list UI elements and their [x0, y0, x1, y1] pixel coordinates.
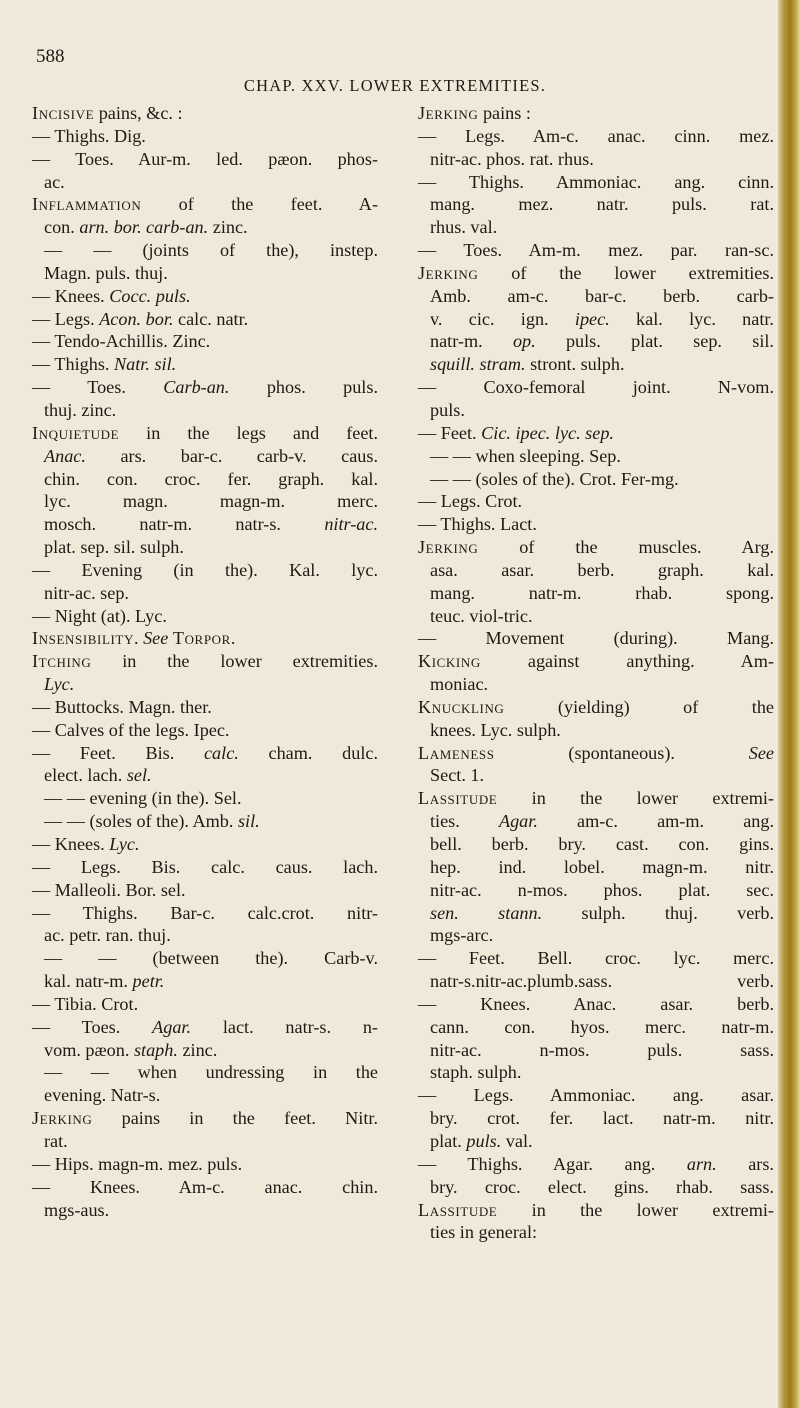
- entry-text: — Toes. Carb-an. phos. puls.: [32, 377, 378, 398]
- entry-text: mang. natr-m. rhab. spong.: [430, 582, 774, 603]
- entry-text: — Thighs. Agar. ang. arn. ars.: [418, 1153, 774, 1174]
- entry-text: (spontaneous). See: [494, 742, 774, 763]
- entry-text: of the muscles. Arg.: [478, 537, 774, 558]
- entry-text: — Coxo-femoral joint. N-vom.: [418, 377, 774, 398]
- entry-text: chin. con. croc. fer. graph. kal.: [44, 468, 378, 489]
- index-line: [418, 308, 774, 331]
- entry-text: bell. berb. bry. cast. con. gins.: [430, 834, 774, 854]
- index-line: [418, 902, 774, 925]
- entry-text: — — (between the). Carb-v.: [44, 948, 378, 969]
- entry-heading: Inquietude: [32, 422, 120, 443]
- entry-text: — Feet. Bis. calc. cham. dulc.: [32, 742, 379, 763]
- index-line: [32, 285, 378, 308]
- entry-heading: Jerking: [418, 262, 479, 283]
- entry-text: — — (soles of the). Crot. Fer-mg.: [430, 468, 679, 489]
- entry-text: — Legs. Acon. bor. calc. natr.: [32, 308, 249, 329]
- entry-text: of the lower extremities.: [478, 262, 774, 283]
- entry-text: in the legs and feet.: [119, 422, 378, 443]
- entry-heading: Insensibility: [32, 628, 134, 649]
- entry-text: plat. sep. sil. sulph.: [44, 537, 184, 558]
- index-line: [418, 764, 774, 787]
- index-line: [32, 1176, 378, 1199]
- entry-text: — Malleoli. Bor. sel.: [32, 879, 186, 900]
- index-line: [418, 1153, 774, 1176]
- index-line: [32, 1061, 378, 1084]
- right-column: [418, 102, 774, 1244]
- entry-text: cann. con. hyos. merc. natr-m.: [430, 1016, 774, 1037]
- index-line: [32, 445, 378, 468]
- entry-text: bry. crot. fer. lact. natr-m. nitr.: [430, 1108, 774, 1129]
- entry-text: natr-m. op. puls. plat. sep. sil.: [430, 331, 774, 352]
- entry-text: — Thighs. Natr. sil.: [32, 354, 177, 375]
- index-line: [418, 353, 774, 376]
- index-line: [418, 742, 774, 765]
- entry-text: knees. Lyc. sulph.: [430, 719, 561, 740]
- index-line: [418, 1061, 774, 1084]
- entry-text: in the lower extremities.: [91, 651, 378, 672]
- index-line: [418, 148, 774, 171]
- entry-text: in the lower extremi-: [497, 788, 774, 809]
- index-line: [418, 787, 774, 810]
- index-line: [418, 536, 774, 559]
- index-line: [32, 582, 378, 605]
- index-line: [32, 330, 378, 353]
- index-line: [418, 330, 774, 353]
- index-line: [32, 627, 378, 650]
- entry-text: — Knees. Lyc.: [32, 834, 140, 854]
- index-line: [418, 285, 774, 308]
- index-line: [418, 125, 774, 148]
- index-line: [32, 1039, 378, 1062]
- index-line: [418, 1039, 774, 1062]
- entry-text: — Buttocks. Magn. ther.: [32, 696, 212, 717]
- index-line: [32, 490, 378, 513]
- entry-text: — Night (at). Lyc.: [32, 605, 167, 626]
- index-line: [418, 376, 774, 399]
- index-line: [32, 1199, 378, 1222]
- entry-heading: Incisive: [32, 103, 95, 123]
- entry-text: Sect. 1.: [430, 765, 485, 786]
- index-line: [418, 513, 774, 536]
- entry-text: — — when undressing in the: [44, 1062, 378, 1083]
- entry-text: ac. petr. ran. thuj.: [44, 925, 171, 946]
- index-line: [32, 993, 378, 1016]
- index-line: [32, 559, 378, 582]
- index-line: [32, 353, 378, 376]
- entry-text: — Thighs. Ammoniac. ang. cinn.: [418, 171, 774, 192]
- index-line: [32, 148, 378, 171]
- entry-text: . See Torpor.: [133, 628, 237, 649]
- index-line: [32, 125, 378, 148]
- index-line: [32, 970, 378, 993]
- index-line: [418, 856, 774, 879]
- index-line: [418, 993, 774, 1016]
- entry-text: — Knees. Anac. asar. berb.: [418, 993, 774, 1014]
- index-line: [32, 262, 378, 285]
- entry-text: — Evening (in the). Kal. lyc.: [32, 559, 378, 580]
- entry-text: v. cic. ign. ipec. kal. lyc. natr.: [430, 308, 774, 329]
- entry-text: in the lower extremi-: [497, 1199, 774, 1220]
- index-line: [32, 513, 378, 536]
- index-line: [32, 376, 378, 399]
- entry-text: — — (joints of the), instep.: [44, 240, 378, 261]
- index-line: [32, 422, 378, 445]
- index-line: [32, 924, 378, 947]
- index-line: [418, 490, 774, 513]
- index-line: [32, 787, 378, 810]
- entry-text: — Movement (during). Mang.: [418, 628, 774, 649]
- entry-text: — Legs. Bis. calc. caus. lach.: [32, 856, 378, 877]
- index-line: [32, 673, 378, 696]
- index-line: [32, 399, 378, 422]
- index-line: [32, 171, 378, 194]
- entry-text: — Feet. Bell. croc. lyc. merc.: [418, 948, 774, 969]
- entry-text: — — evening (in the). Sel.: [44, 788, 242, 809]
- entry-text: vom. pæon. staph. zinc.: [44, 1039, 218, 1060]
- index-line: [418, 239, 774, 262]
- index-line: [418, 673, 774, 696]
- index-line: [32, 193, 378, 216]
- index-line: [418, 582, 774, 605]
- entry-text: — Toes. Am-m. mez. par. ran-sc.: [418, 240, 774, 261]
- entry-text: bry. croc. elect. gins. rhab. sass.: [430, 1176, 774, 1197]
- entry-text: mang. mez. natr. puls. rat.: [430, 194, 774, 215]
- index-line: [418, 193, 774, 216]
- index-line: [32, 764, 378, 787]
- entry-text: staph. sulph.: [430, 1062, 522, 1083]
- index-line: [418, 216, 774, 239]
- index-line: [32, 833, 378, 856]
- index-line: [32, 1130, 378, 1153]
- page-number: 588: [36, 46, 65, 67]
- index-line: [32, 1107, 378, 1130]
- entry-text: (yielding) of the: [504, 696, 774, 717]
- entry-text: pains :: [478, 103, 531, 123]
- entry-text: — Knees. Cocc. puls.: [32, 285, 191, 306]
- index-line: [32, 1016, 378, 1039]
- entry-text: mgs-arc.: [430, 925, 494, 946]
- entry-text: — Tibia. Crot.: [32, 993, 139, 1014]
- index-line: [418, 171, 774, 194]
- entry-text: ac.: [44, 171, 65, 192]
- index-line: [32, 742, 378, 765]
- index-line: [418, 559, 774, 582]
- entry-heading: Lassitude: [418, 1199, 498, 1220]
- index-line: [418, 719, 774, 742]
- index-line: [418, 970, 774, 993]
- entry-text: nitr-ac. phos. rat. rhus.: [430, 148, 594, 169]
- entry-heading: Itching: [32, 651, 92, 672]
- entry-text: moniac.: [430, 674, 489, 695]
- entry-text: — Feet. Cic. ipec. lyc. sep.: [418, 422, 614, 443]
- index-line: [32, 468, 378, 491]
- entry-text: nitr-ac. n-mos. puls. sass.: [430, 1039, 774, 1060]
- entry-text: natr-s.nitr-ac.plumb.sass. verb.: [430, 971, 774, 992]
- entry-heading: Lassitude: [418, 788, 498, 809]
- index-line: [32, 947, 378, 970]
- entry-text: teuc. viol-tric.: [430, 605, 533, 626]
- entry-text: Lyc.: [44, 674, 75, 695]
- index-line: [32, 102, 378, 125]
- entry-text: hep. ind. lobel. magn-m. nitr.: [430, 856, 774, 877]
- entry-text: mosch. natr-m. natr-s. nitr-ac.: [44, 514, 378, 535]
- index-line: [32, 239, 378, 262]
- index-line: [32, 856, 378, 879]
- index-line: [418, 1107, 774, 1130]
- index-line: [418, 468, 774, 491]
- entry-text: rhus. val.: [430, 217, 498, 238]
- index-line: [32, 536, 378, 559]
- entry-text: — Legs. Ammoniac. ang. asar.: [418, 1085, 774, 1106]
- entry-text: — Toes. Aur-m. led. pæon. phos-: [32, 148, 378, 169]
- entry-text: ties in general:: [430, 1222, 538, 1243]
- index-line: [32, 696, 378, 719]
- entry-text: ties. Agar. am-c. am-m. ang.: [430, 811, 775, 832]
- entry-text: Magn. puls. thuj.: [44, 262, 168, 283]
- index-line: [418, 102, 774, 125]
- index-line: [418, 924, 774, 947]
- entry-text: — Tendo-Achillis. Zinc.: [32, 331, 211, 352]
- entry-text: nitr-ac. sep.: [44, 582, 129, 603]
- index-line: [418, 696, 774, 719]
- index-line: [418, 262, 774, 285]
- entry-text: — Legs. Am-c. anac. cinn. mez.: [418, 125, 774, 146]
- left-column: [32, 102, 378, 1221]
- gilt-page-edge: [778, 0, 800, 1408]
- entry-heading: Knuckling: [418, 696, 505, 717]
- index-line: [418, 879, 774, 902]
- entry-text: pains, &c. :: [94, 103, 183, 123]
- entry-text: — Knees. Am-c. anac. chin.: [32, 1176, 378, 1197]
- index-line: [418, 1176, 774, 1199]
- index-line: [32, 902, 378, 925]
- entry-text: — Thighs. Lact.: [418, 514, 537, 535]
- entry-text: — Toes. Agar. lact. natr-s. n-: [32, 1016, 378, 1037]
- running-head: CHAP. XXV. LOWER EXTREMITIES.: [243, 76, 547, 95]
- entry-heading: Kicking: [418, 651, 481, 672]
- index-line: [418, 810, 774, 833]
- entry-text: evening. Natr-s.: [44, 1085, 161, 1106]
- entry-text: rat.: [44, 1130, 68, 1151]
- index-line: [32, 605, 378, 628]
- entry-text: pains in the feet. Nitr.: [92, 1108, 378, 1129]
- entry-text: of the feet. A-: [141, 194, 378, 215]
- index-line: [32, 1153, 378, 1176]
- entry-text: — — when sleeping. Sep.: [430, 445, 621, 466]
- index-line: [418, 1221, 774, 1244]
- index-line: [418, 399, 774, 422]
- index-line: [418, 605, 774, 628]
- entry-text: Anac. ars. bar-c. carb-v. caus.: [44, 445, 378, 466]
- index-line: [32, 650, 378, 673]
- index-line: [32, 719, 378, 742]
- entry-text: kal. natr-m. petr.: [44, 971, 165, 992]
- index-line: [32, 879, 378, 902]
- index-line: [32, 308, 378, 331]
- index-line: [418, 650, 774, 673]
- entry-text: con. arn. bor. carb-an. zinc.: [44, 217, 248, 238]
- entry-text: — — (soles of the). Amb. sil.: [44, 811, 260, 832]
- index-line: [418, 1199, 774, 1222]
- entry-text: against anything. Am-: [480, 651, 774, 672]
- entry-text: — Calves of the legs. Ipec.: [32, 719, 230, 740]
- index-line: [418, 1016, 774, 1039]
- entry-heading: Jerking: [418, 537, 479, 558]
- index-line: [32, 216, 378, 239]
- index-line: [418, 947, 774, 970]
- entry-text: lyc. magn. magn-m. merc.: [44, 491, 378, 512]
- entry-text: Amb. am-c. bar-c. berb. carb-: [430, 285, 774, 306]
- entry-heading: Jerking: [32, 1108, 93, 1129]
- entry-text: squill. stram. stront. sulph.: [430, 354, 625, 375]
- entry-heading: Lameness: [418, 742, 495, 763]
- index-line: [418, 627, 774, 650]
- index-line: [418, 833, 774, 856]
- index-line: [32, 810, 378, 833]
- entry-text: — Hips. magn-m. mez. puls.: [32, 1153, 243, 1174]
- entry-text: elect. lach. sel.: [44, 765, 152, 786]
- index-line: [418, 422, 774, 445]
- entry-text: — Legs. Crot.: [418, 491, 523, 512]
- entry-text: puls.: [430, 399, 465, 420]
- entry-text: plat. puls. val.: [430, 1130, 533, 1151]
- entry-text: sen. stann. sulph. thuj. verb.: [430, 902, 775, 923]
- entry-text: asa. asar. berb. graph. kal.: [430, 559, 774, 580]
- entry-text: nitr-ac. n-mos. phos. plat. sec.: [430, 879, 774, 900]
- entry-heading: Jerking: [418, 103, 479, 123]
- entry-heading: Inflammation: [32, 194, 142, 215]
- index-line: [418, 445, 774, 468]
- entry-text: thuj. zinc.: [44, 399, 117, 420]
- index-line: [418, 1084, 774, 1107]
- entry-text: mgs-aus.: [44, 1199, 110, 1220]
- index-line: [418, 1130, 774, 1153]
- entry-text: — Thighs. Bar-c. calc.crot. nitr-: [32, 902, 378, 923]
- entry-text: — Thighs. Dig.: [32, 125, 146, 146]
- index-line: [32, 1084, 378, 1107]
